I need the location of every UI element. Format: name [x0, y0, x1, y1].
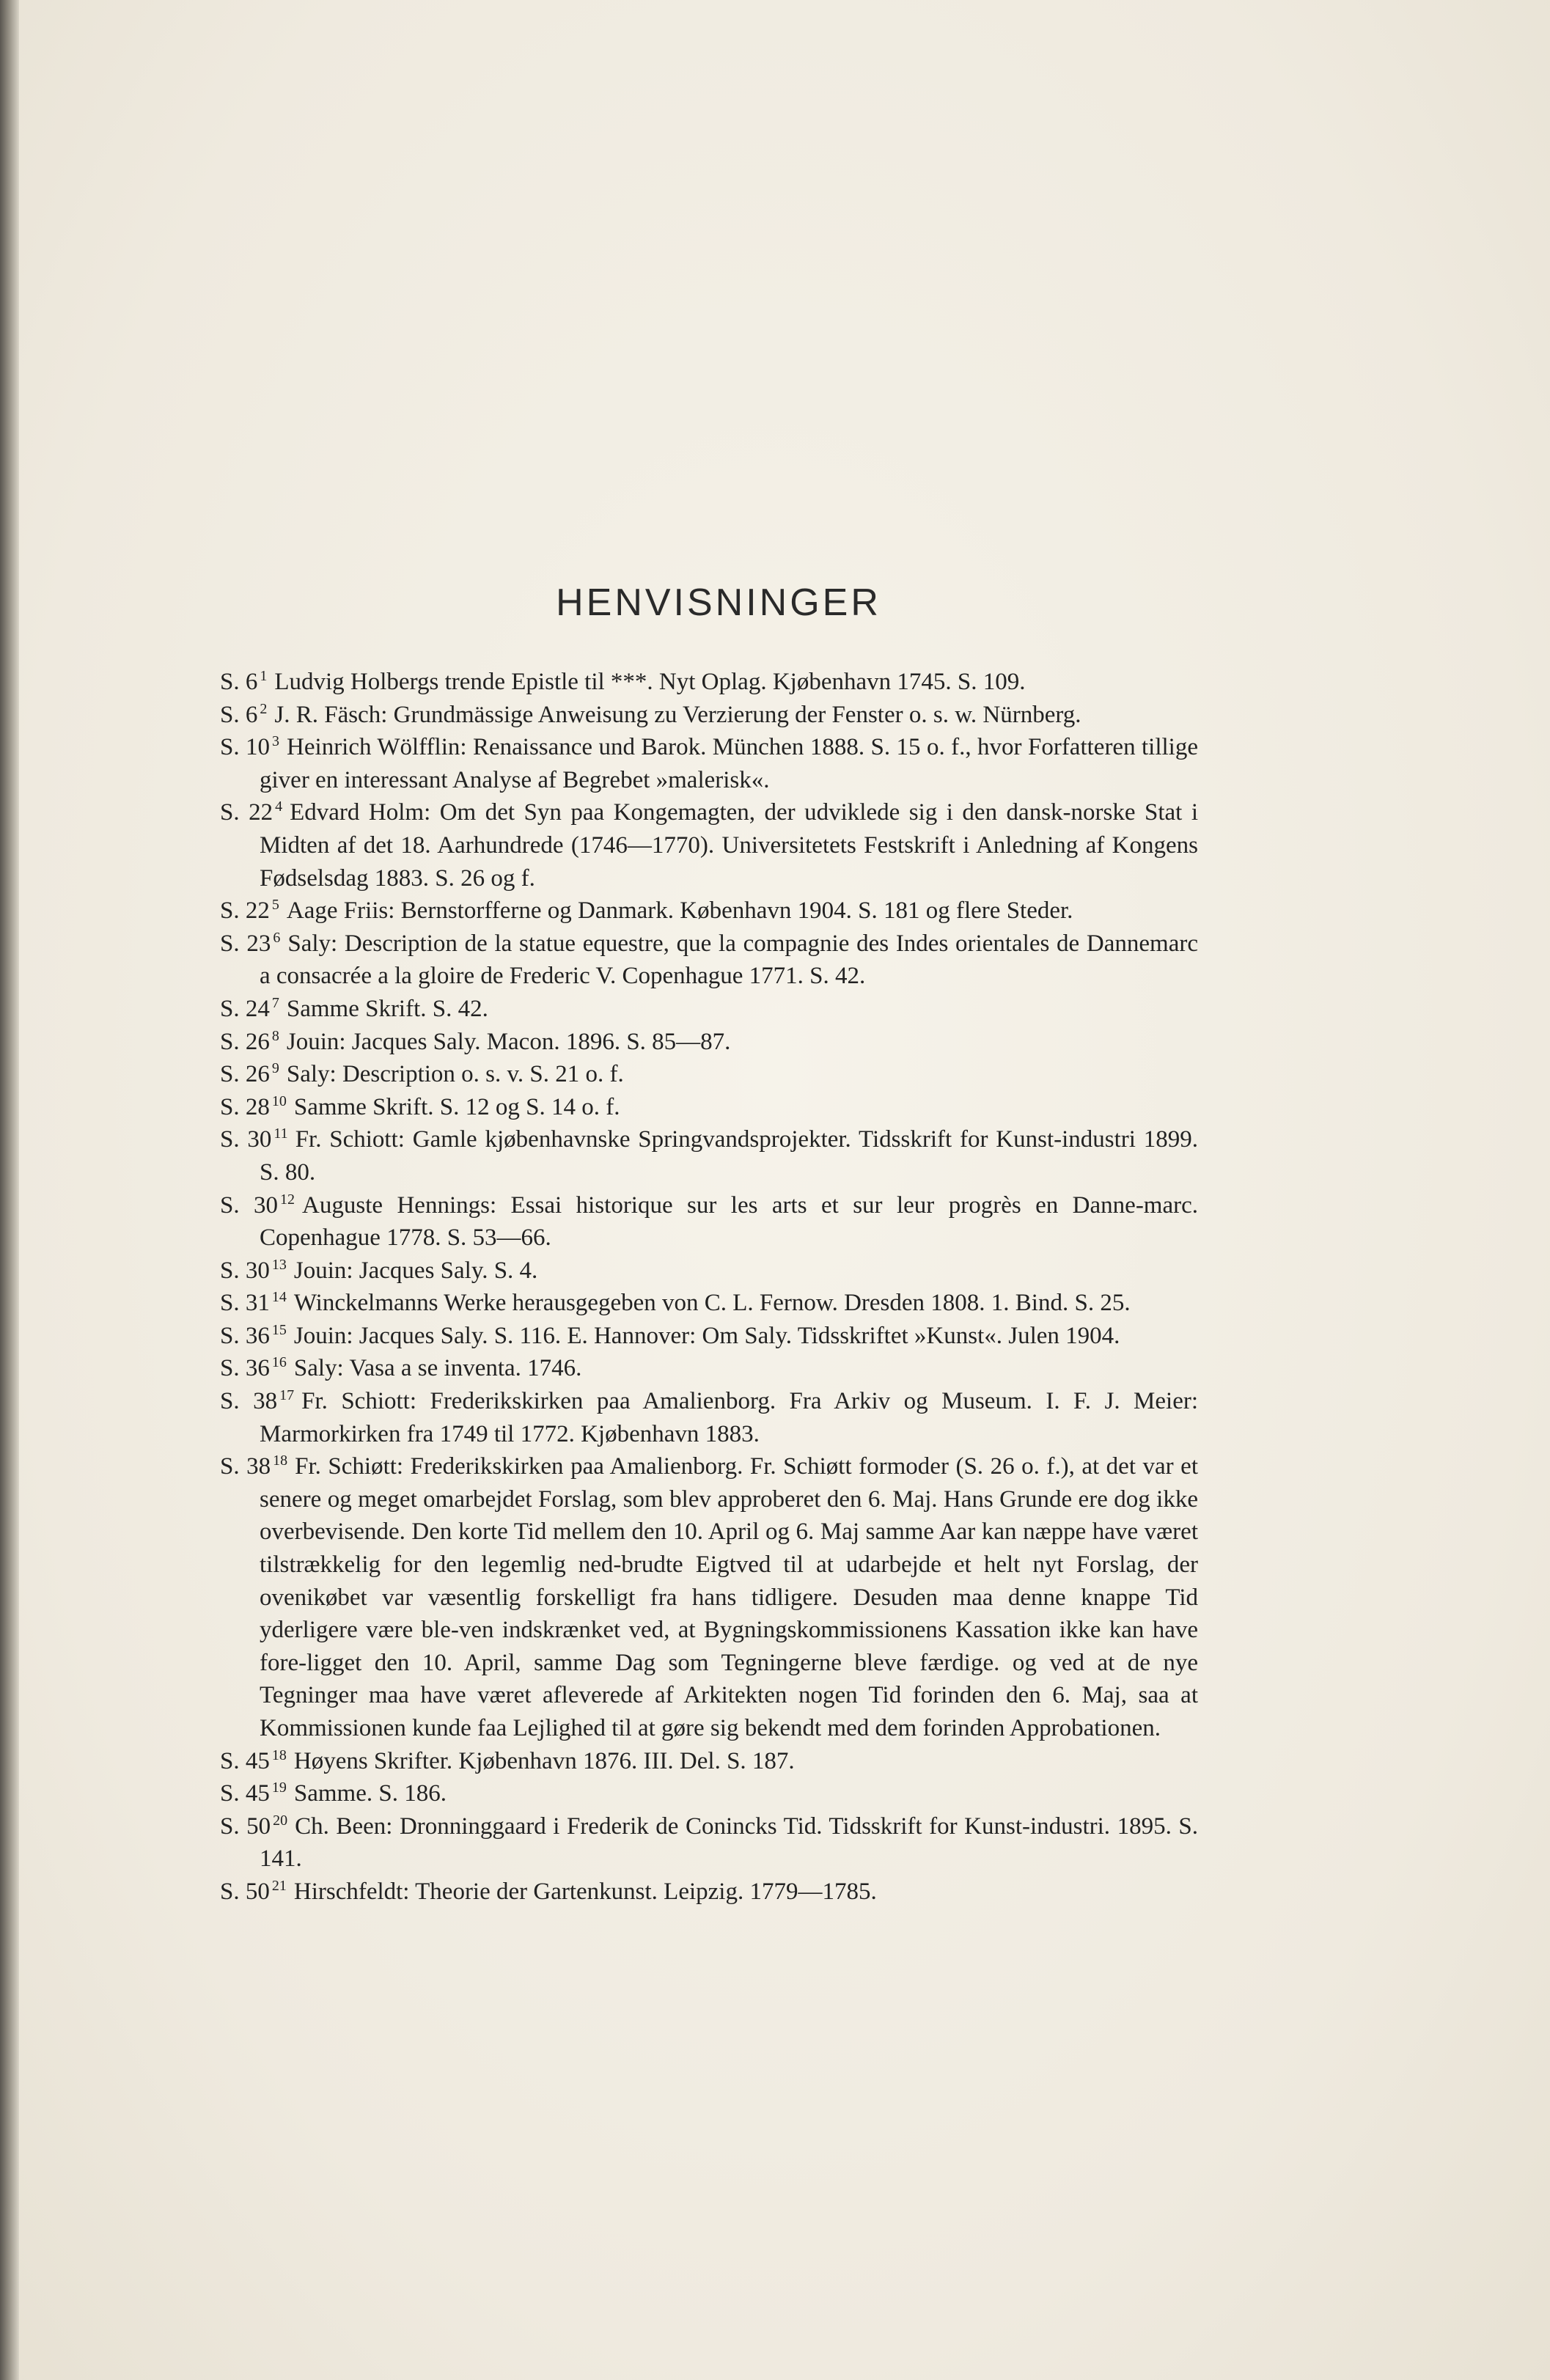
reference-text: Samme Skrift. S. 12 og S. 14 o. f. [293, 1093, 620, 1120]
reference-entry [220, 731, 1198, 796]
reference-text: Saly: Description o. s. v. S. 21 o. f. [286, 1061, 624, 1088]
reference-entry [220, 1745, 1198, 1778]
reference-entry [220, 895, 1198, 928]
reference-text: Samme Skrift. S. 42. [286, 995, 488, 1022]
reference-page: S. 6 [220, 669, 258, 695]
reference-entry [220, 1255, 1198, 1288]
reference-note-number: 20 [273, 1812, 288, 1829]
reference-page: S. 45 [220, 1780, 270, 1807]
reference-page: S. 26 [220, 1028, 270, 1055]
reference-note-number: 21 [271, 1877, 287, 1894]
reference-entry [220, 1091, 1198, 1124]
reference-text: J. R. Fäsch: Grundmässige Anweisung zu Verzierung der Fenster o. s. w. Nürnberg. [274, 701, 1081, 728]
reference-entry [220, 1026, 1198, 1059]
reference-note-number: 12 [280, 1191, 295, 1208]
reference-note-number: 18 [273, 1452, 288, 1469]
reference-page: S. 50 [220, 1812, 271, 1840]
reference-text: Jouin: Jacques Saly. S. 116. E. Hannover: Om Saly. Tidsskriftet »Kunst«. Julen 1904. [293, 1322, 1120, 1349]
reference-text: Fr. Schiøtt: Frederikskirken paa Amalienborg. Fr. Schiøtt formoder (S. 26 o. f.), at det var et senere og meget omarbejdet Forslag, som blev approberet den 6. Maj. Hans Grunde ere dog ikke overbevisende. Den korte Tid mellem den 10. April og 6. Maj samme Aar kan næppe have været tilstrækkelig for den legemlig ned-brudte Eigtved til at udarbejde et helt nyt Forslag, der ovenikøbet var væsentlig forskelligt fra hans tidligere. Desuden maa denne knappe Tid yderligere være ble-ven indskrænket ved, at Bygningskommissionens Kassation ikke kan have fore-ligget den 10. April, samme Dag som Tegningerne bleve færdige. og ved at de nye Tegninger maa have været afleverede af Arkitekten nogen Tid forinden den 6. Maj, saa at Kommissionen kunde faa Lejlighed til at gøre sig bekendt med dem forinden Approbationen. [260, 1453, 1198, 1741]
reference-note-number: 6 [273, 929, 281, 946]
reference-page: S. 36 [220, 1322, 270, 1349]
reference-text: Edvard Holm: Om det Syn paa Kongemagten, der udviklede sig i den dansk-norske Stat i Midten af det 18. Aarhundrede (1746—1770). Universitetets Festskrift i Anledning af Kongens Fødselsdag 1883. S. 26 og f. [260, 799, 1199, 892]
reference-page: S. 24 [220, 995, 270, 1022]
reference-text: Ludvig Holbergs trende Epistle til ***. Nyt Oplag. Kjøbenhavn 1745. S. 109. [274, 669, 1026, 695]
reference-note-number: 5 [271, 897, 279, 914]
reference-page: S. 30 [220, 1191, 279, 1219]
reference-page: S. 36 [220, 1355, 270, 1382]
reference-page: S. 38 [220, 1388, 278, 1415]
reference-text: Saly: Description de la statue equestre, que la compagnie des Indes orientales de Dannemarc a consacrée a la gloire de Frederic V. Copenhague 1771. S. 42. [260, 930, 1198, 990]
reference-note-number: 18 [271, 1747, 287, 1763]
reference-note-number: 15 [271, 1321, 287, 1338]
reference-note-number: 14 [271, 1289, 287, 1306]
reference-page: S. 30 [220, 1126, 272, 1153]
reference-text: Aage Friis: Bernstorfferne og Danmark. København 1904. S. 181 og flere Steder. [286, 897, 1073, 925]
reference-text: Heinrich Wölfflin: Renaissance und Barok. München 1888. S. 15 o. f., hvor Forfatteren tillige giver en interessant Analyse af Begrebet »malerisk«. [260, 734, 1198, 793]
reference-entry [220, 666, 1198, 699]
reference-text: Jouin: Jacques Saly. S. 4. [293, 1257, 538, 1284]
reference-page: S. 22 [220, 897, 270, 925]
reference-entry [220, 1450, 1198, 1744]
reference-note-number: 4 [275, 798, 283, 815]
reference-text: Auguste Hennings: Essai historique sur les arts et sur leur progrès en Danne-marc. Copenhague 1778. S. 53—66. [260, 1191, 1199, 1252]
reference-page: S. 6 [220, 701, 258, 728]
reference-page: S. 38 [220, 1453, 271, 1480]
reference-page: S. 30 [220, 1257, 270, 1284]
reference-page: S. 28 [220, 1093, 270, 1120]
reference-page: S. 26 [220, 1061, 270, 1088]
reference-text: Jouin: Jacques Saly. Macon. 1896. S. 85—87. [286, 1028, 731, 1055]
book-spine-edge [0, 0, 19, 2380]
reference-list [220, 666, 1198, 1909]
reference-text: Saly: Vasa a se inventa. 1746. [293, 1355, 582, 1382]
reference-entry [220, 1385, 1198, 1450]
reference-entry [220, 1287, 1198, 1320]
reference-page: S. 31 [220, 1290, 270, 1317]
reference-entry [220, 796, 1198, 895]
reference-text: Fr. Schiott: Gamle kjøbenhavnske Springvandsprojekter. Tidsskrift for Kunst-industri 1899. S. 80. [260, 1126, 1198, 1186]
reference-entry [220, 1123, 1198, 1189]
reference-page: S. 23 [220, 930, 271, 957]
reference-entry [220, 699, 1198, 732]
reference-page: S. 45 [220, 1747, 270, 1774]
reference-note-number: 2 [260, 700, 268, 717]
reference-entry [220, 1777, 1198, 1810]
reference-entry [220, 1876, 1198, 1909]
reference-text: Høyens Skrifter. Kjøbenhavn 1876. III. Del. S. 187. [293, 1747, 795, 1774]
reference-page: S. 22 [220, 799, 273, 826]
reference-note-number: 9 [271, 1060, 279, 1077]
reference-note-number: 13 [271, 1256, 287, 1273]
reference-note-number: 7 [271, 994, 279, 1011]
reference-note-number: 8 [271, 1027, 279, 1044]
reference-text: Winckelmanns Werke herausgegeben von C. L. Fernow. Dresden 1808. 1. Bind. S. 25. [293, 1290, 1131, 1317]
reference-entry [220, 928, 1198, 993]
reference-entry [220, 993, 1198, 1026]
reference-entry [220, 1320, 1198, 1353]
reference-entry [220, 1058, 1198, 1091]
reference-text: Fr. Schiott: Frederikskirken paa Amalienborg. Fra Arkiv og Museum. I. F. J. Meier: Marmorkirken fra 1749 til 1772. Kjøbenhavn 1883. [260, 1388, 1198, 1447]
reference-text: Samme. S. 186. [293, 1780, 447, 1807]
reference-page: S. 10 [220, 734, 271, 761]
reference-note-number: 1 [260, 668, 268, 684]
reference-entry [220, 1352, 1198, 1385]
page-title: HENVISNINGER [556, 581, 881, 624]
reference-note-number: 3 [272, 733, 280, 750]
reference-note-number: 11 [273, 1125, 288, 1142]
reference-note-number: 19 [271, 1780, 287, 1796]
reference-note-number: 10 [271, 1092, 287, 1109]
reference-note-number: 16 [271, 1354, 287, 1371]
reference-page: S. 50 [220, 1878, 270, 1905]
reference-text: Ch. Been: Dronninggaard i Frederik de Conincks Tid. Tidsskrift for Kunst-industri. 1895. S. 141. [260, 1812, 1198, 1873]
reference-note-number: 17 [279, 1387, 295, 1404]
reference-text: Hirschfeldt: Theorie der Gartenkunst. Leipzig. 1779—1785. [293, 1878, 877, 1905]
reference-entry [220, 1189, 1198, 1255]
reference-entry [220, 1810, 1198, 1876]
